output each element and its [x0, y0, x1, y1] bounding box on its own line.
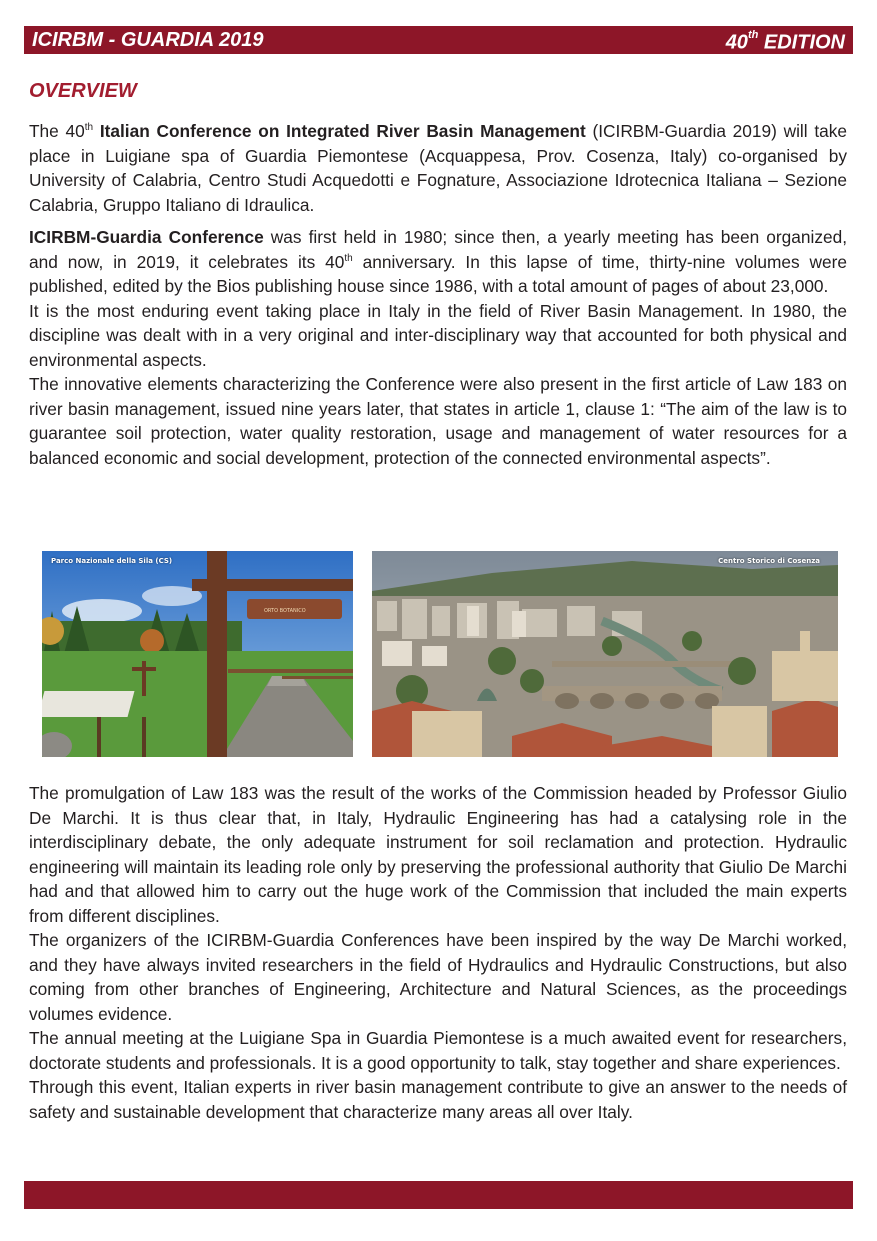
- text-block-bottom: [29, 781, 847, 1124]
- svg-text:ORTO BOTANICO: ORTO BOTANICO: [264, 608, 306, 614]
- header-bar: [24, 26, 853, 54]
- photo-caption-sila: Parco Nazionale della Sila (CS): [51, 557, 173, 565]
- header-title: ICIRBM - GUARDIA 2019: [32, 29, 264, 51]
- footer-bar: [24, 1181, 853, 1209]
- text-block-top: [29, 119, 847, 470]
- paragraph-5: The promulgation of Law 183 was the result of the works of the Commission headed by Professor Giulio De Marchi. It is thus clear that, in Italy, Hydraulic Engineering has had a catalysing role in the interdisciplinary debate, the only adequate instrument for soil reclamation and protection. Hydraulic engineering will maintain its leading role only by preserving the professional authority that Giulio De Marchi had and that allowed him to carry out the huge work of the Commission that included the main experts from different disciplines.: [29, 783, 847, 926]
- paragraph-4: The innovative elements characterizing the Conference were also present in the first article of Law 183 on river basin management, issued nine years later, that states in article 1, clause 1: “The aim of the law is to guarantee soil protection, water quality restoration, usage and management of water resources for a balanced economic and social development, protection of the connected environmental aspects”.: [29, 374, 847, 468]
- photo-cosenza-historic-centre: [372, 551, 838, 757]
- paragraph-1: The 40th Italian Conference on Integrated River Basin Management (ICIRBM-Guardia 2019) will take place in Luigiane spa of Guardia Piemontese (Acquappesa, Prov. Cosenza, Italy) co-organised by University of Calabria, Centro Studi Acquedotti e Fognature, Associazione Idrotecnica Italiana – Sezione Calabria, Gruppo Italiano di Idraulica.: [29, 121, 847, 215]
- paragraph-8: Through this event, Italian experts in river basin management contribute to give an answer to the needs of safety and sustainable development that characterize many areas all over Italy.: [29, 1077, 847, 1122]
- edition-label: 40th EDITION: [725, 28, 845, 54]
- cosenza-image: [372, 551, 838, 757]
- section-title: OVERVIEW: [29, 80, 137, 102]
- paragraph-7: The annual meeting at the Luigiane Spa in Guardia Piemontese is a much awaited event for researchers, doctorate students and professionals. It is a good opportunity to talk, stay together and share experiences.: [29, 1028, 847, 1073]
- paragraph-2: ICIRBM-Guardia Conference was first held in 1980; since then, a yearly meeting has been organized, and now, in 2019, it celebrates its 40th anniversary. In this lapse of time, thirty-nine volumes were published, edited by the Bios publishing house since 1986, with a total amount of pages of about 23,000.: [29, 227, 847, 296]
- paragraph-6: The organizers of the ICIRBM-Guardia Conferences have been inspired by the way De Marchi worked, and they have always invited researchers in the field of Hydraulics and Hydraulic Constructions, but also coming from other branches of Engineering, Architecture and Natural Sciences, as the proceedings volumes evidence.: [29, 930, 847, 1024]
- photo-sila-park: [42, 551, 353, 757]
- sila-park-image: [42, 551, 353, 757]
- photo-caption-cosenza: Centro Storico di Cosenza: [718, 557, 820, 565]
- paragraph-3: It is the most enduring event taking place in Italy in the field of River Basin Management. In 1980, the discipline was dealt with in a very original and inter-disciplinary way that accounted for both physical and environmental aspects.: [29, 300, 847, 370]
